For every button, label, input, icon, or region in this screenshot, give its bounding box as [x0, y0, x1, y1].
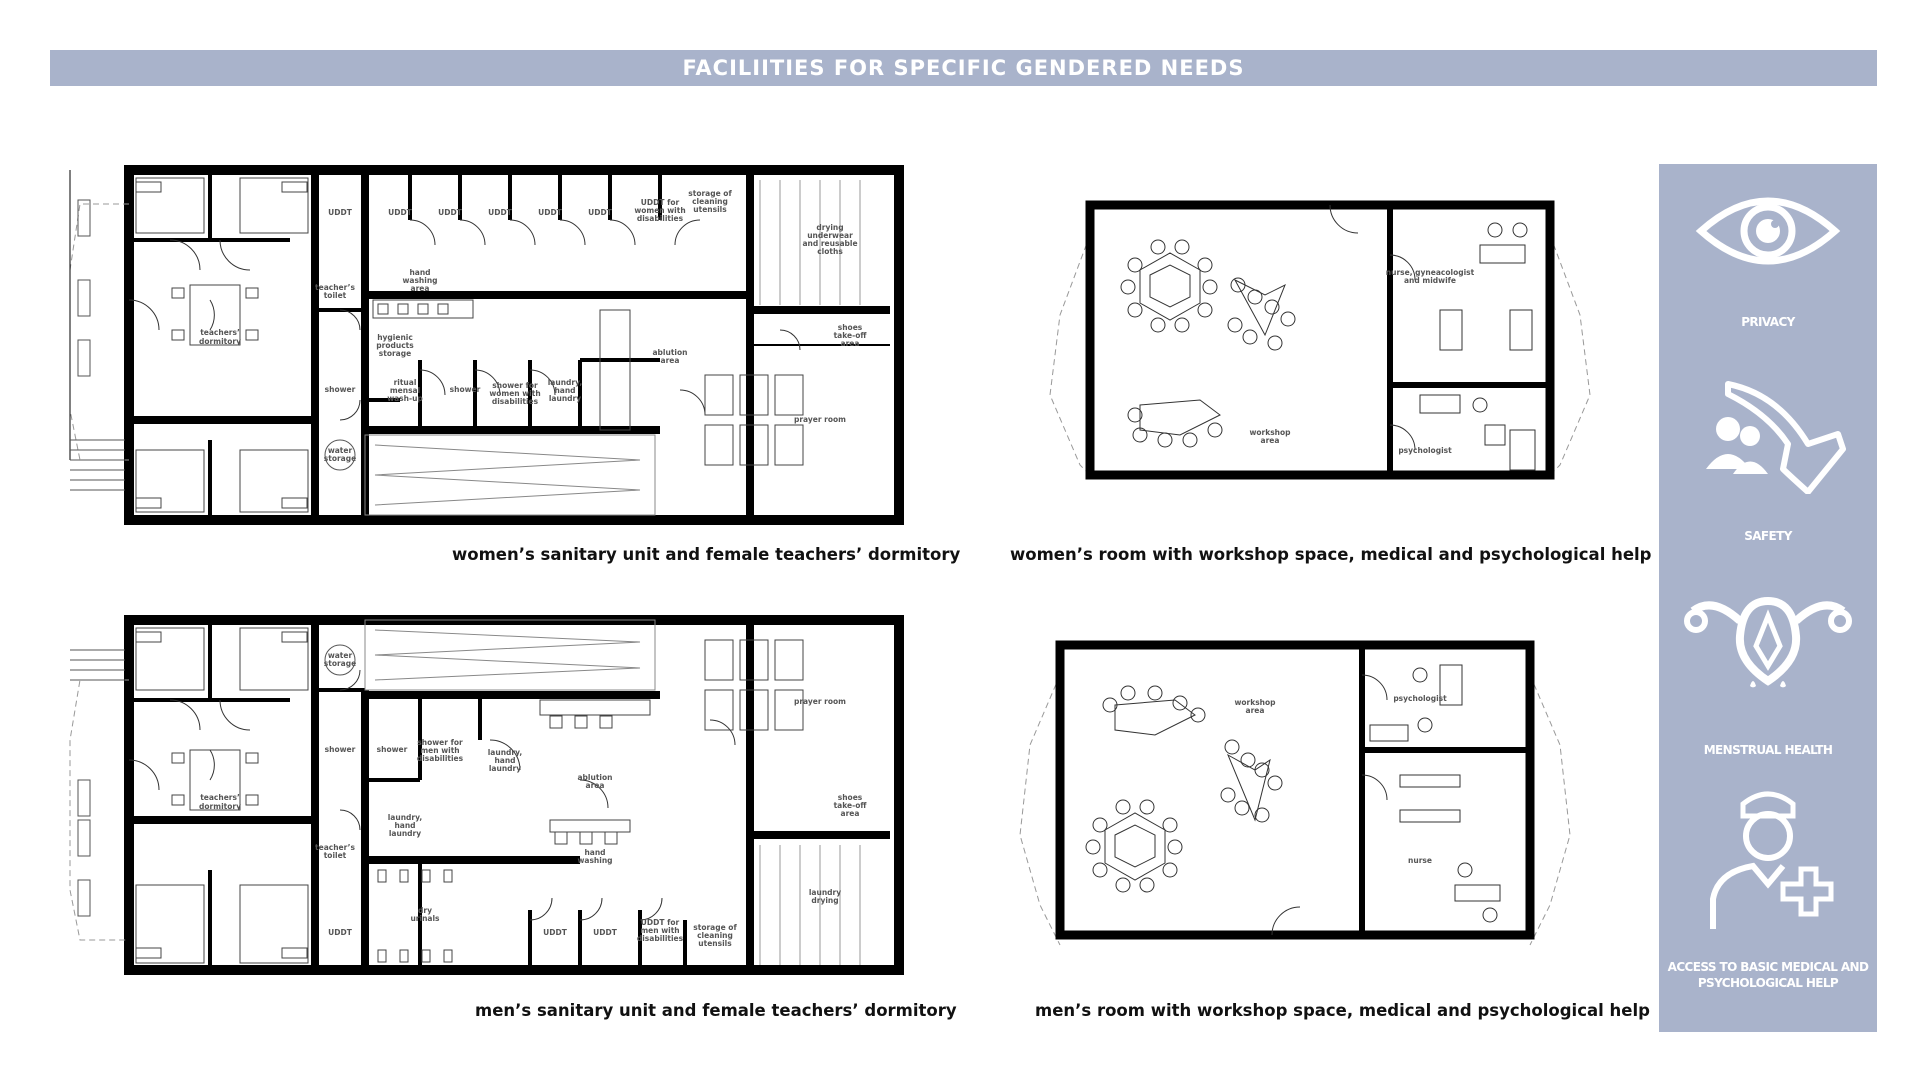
- svg-text:teacher’stoilet: teacher’s toilet: [315, 843, 355, 860]
- svg-text:ablutionarea: ablution area: [577, 773, 613, 790]
- svg-text:UDDT: UDDT: [388, 208, 412, 217]
- svg-text:psychologist: psychologist: [1393, 694, 1447, 703]
- sidebar: [1659, 164, 1877, 1032]
- svg-text:prayer room: prayer room: [793, 697, 847, 706]
- sidebar-item-safety: [1659, 374, 1877, 499]
- sidebar-item-menstrual-health: [1659, 576, 1877, 711]
- men-sanitary-plan: [60, 610, 910, 990]
- svg-text:nurse: nurse: [1408, 856, 1432, 865]
- eye-icon: [1693, 186, 1843, 276]
- svg-text:laundry,handlaundry: laundry, hand laundry: [547, 378, 583, 403]
- svg-text:storage ofcleaningutensils: storage of cleaning utensils: [688, 189, 732, 214]
- svg-text:teachers’dormitory: teachers’ dormitory: [199, 793, 241, 811]
- caption-women-sanitary: women’s sanitary unit and female teachers’ dormitory: [452, 545, 961, 564]
- svg-text:workshoparea: workshop area: [1234, 698, 1276, 715]
- women-sanitary-plan: [60, 160, 910, 540]
- svg-text:shower: shower: [324, 745, 356, 754]
- svg-text:psychologist: psychologist: [1398, 446, 1452, 455]
- svg-text:nurse, gyneacologistand midwif: nurse, gyneacologist and midwife: [1385, 268, 1475, 285]
- svg-text:ritualmensalwash-up: ritual mensal wash-up: [387, 378, 423, 403]
- svg-text:UDDT: UDDT: [543, 928, 567, 937]
- svg-text:ablutionarea: ablution area: [652, 348, 688, 365]
- svg-text:dryingunderwearand reusableclo: drying underwear and reusable cloths: [802, 223, 858, 256]
- svg-text:dryurinals: dry urinals: [410, 906, 440, 923]
- svg-text:shower formen withdisabilities: shower for men with disabilities: [416, 738, 464, 763]
- svg-text:UDDT: UDDT: [538, 208, 562, 217]
- sidebar-label-safety: SAFETY: [1744, 529, 1792, 543]
- protective-hand-icon: [1688, 374, 1848, 494]
- svg-text:UDDT: UDDT: [328, 928, 352, 937]
- svg-text:storage ofcleaningutensils: storage of cleaning utensils: [693, 923, 737, 948]
- caption-women-room: women’s room with workshop space, medical and psychological help: [1010, 545, 1652, 564]
- svg-text:shoestake-offarea: shoes take-off area: [833, 793, 867, 818]
- men-room-plan: [1000, 635, 1620, 965]
- svg-text:shower: shower: [449, 385, 481, 394]
- svg-text:UDDT: UDDT: [328, 208, 352, 217]
- svg-text:laundrydrying: laundry drying: [808, 888, 842, 905]
- svg-text:UDDT: UDDT: [588, 208, 612, 217]
- nurse-icon: [1698, 784, 1838, 934]
- caption-men-sanitary: men’s sanitary unit and female teachers’ dormitory: [475, 1001, 957, 1020]
- svg-text:laundry,handlaundry: laundry, hand laundry: [487, 748, 523, 773]
- svg-text:teachers’dormitory: teachers’ dormitory: [199, 328, 241, 346]
- svg-text:UDDT forwomen withdisabilities: UDDT for women with disabilities: [634, 198, 686, 223]
- svg-text:laundry,handlaundry: laundry, hand laundry: [387, 813, 423, 838]
- svg-text:shower: shower: [376, 745, 408, 754]
- svg-text:shower: shower: [324, 385, 356, 394]
- uterus-icon: [1678, 576, 1858, 706]
- svg-text:handwashingarea: hand washing area: [402, 268, 438, 293]
- svg-text:UDDT: UDDT: [438, 208, 462, 217]
- page-title: FACILIITIES FOR SPECIFIC GENDERED NEEDS: [50, 50, 1877, 86]
- svg-text:shower forwomen withdisabiliti: shower for women with disabilities: [489, 381, 541, 406]
- svg-text:UDDT formen withdisabilities: UDDT for men with disabilities: [636, 918, 684, 943]
- svg-text:waterstorage: water storage: [323, 446, 357, 463]
- sidebar-item-privacy: [1659, 186, 1877, 281]
- svg-text:workshoparea: workshop area: [1249, 428, 1291, 445]
- svg-text:UDDT: UDDT: [488, 208, 512, 217]
- caption-men-room: men’s room with workshop space, medical and psychological help: [1035, 1001, 1650, 1020]
- women-room-plan: [1040, 185, 1620, 505]
- svg-text:waterstorage: water storage: [323, 651, 357, 668]
- svg-text:teacher’stoilet: teacher’s toilet: [315, 283, 355, 300]
- svg-text:hygienicproductsstorage: hygienic products storage: [376, 333, 414, 358]
- svg-text:handwashing: hand washing: [577, 848, 613, 865]
- sidebar-label-medical-help: ACCESS TO BASIC MEDICAL AND PSYCHOLOGICAL HELP: [1667, 960, 1869, 990]
- svg-text:UDDT: UDDT: [593, 928, 617, 937]
- sidebar-label-privacy: PRIVACY: [1741, 315, 1795, 329]
- svg-text:prayer room: prayer room: [793, 415, 847, 424]
- svg-text:shoestake-offarea: shoes take-off area: [833, 323, 867, 348]
- sidebar-item-medical-help: [1659, 784, 1877, 939]
- sidebar-label-menstrual-health: MENSTRUAL HEALTH: [1703, 743, 1833, 757]
